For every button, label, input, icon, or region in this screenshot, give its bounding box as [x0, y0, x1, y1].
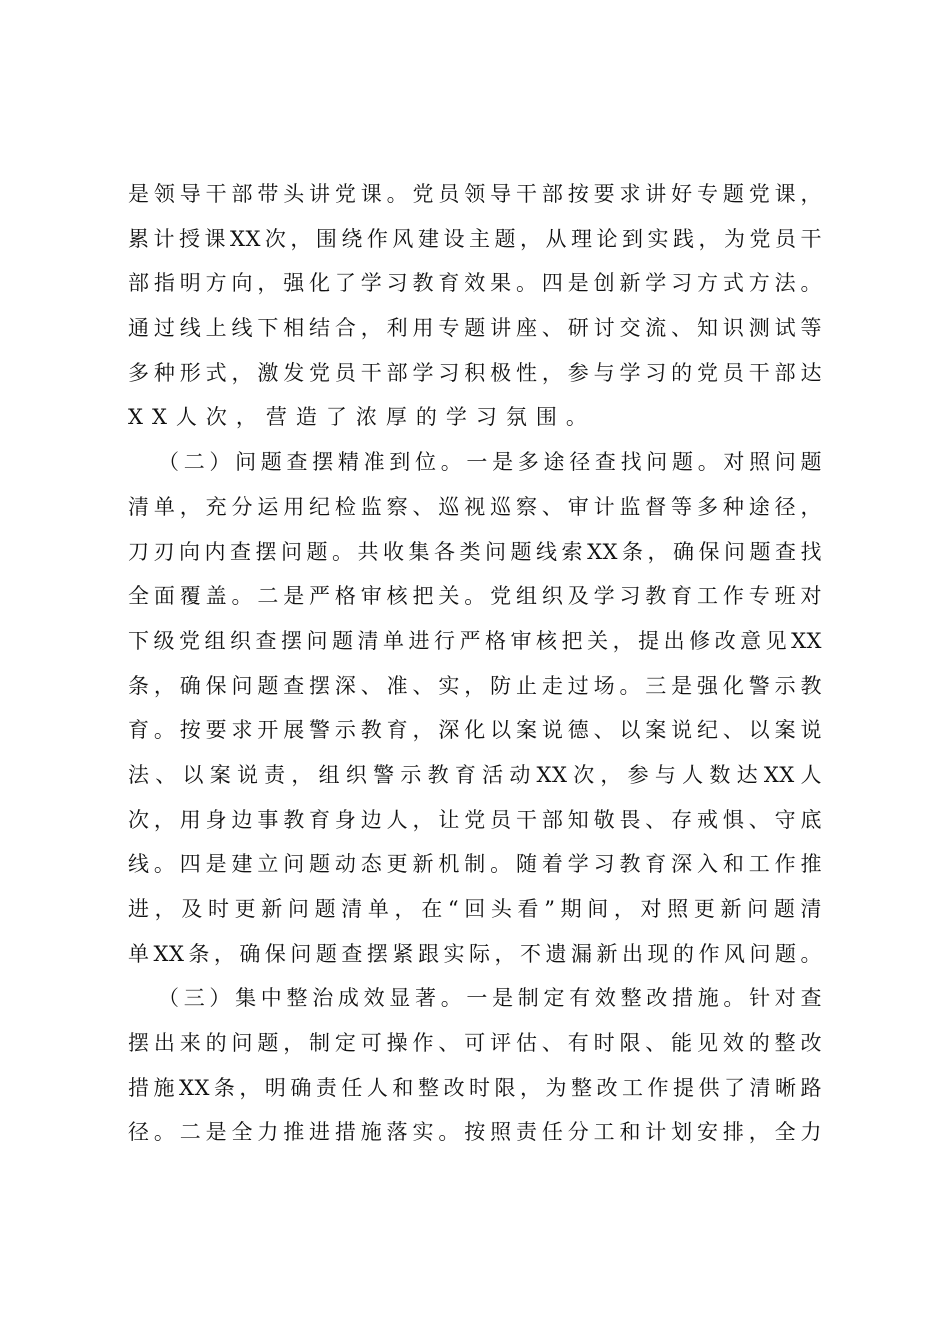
- text-line: 措施XX条，明确责任人和整改时限，为整改工作提供了清晰路: [128, 1075, 822, 1100]
- paragraph-continued: [128, 172, 822, 440]
- text-line: 次，用身边事教育身边人，让党员干部知敬畏、存戒惧、守底: [128, 807, 822, 832]
- text-line: 条，确保问题查摆深、准、实，防止走过场。三是强化警示教: [128, 673, 822, 698]
- section-heading-line: （三）集中整治成效显著。一是制定有效整改措施。针对查: [158, 986, 822, 1011]
- document-body: [128, 172, 822, 1155]
- text-line: 径。二是全力推进措施落实。按照责任分工和计划安排，全力: [128, 1120, 822, 1145]
- text-line: 部指明方向，强化了学习教育效果。四是创新学习方式方法。: [128, 271, 822, 296]
- text-line: 是领导干部带头讲党课。党员领导干部按要求讲好专题党课，: [128, 182, 822, 206]
- paragraph-section-3: [128, 976, 822, 1155]
- text-line: XX人次，营造了浓厚的学习氛围。: [128, 405, 596, 430]
- text-line: 多种形式，激发党员干部学习积极性，参与学习的党员干部达: [128, 360, 822, 385]
- text-line: 全面覆盖。二是严格审核把关。党组织及学习教育工作专班对: [128, 584, 822, 609]
- text-line: 法、以案说责，组织警示教育活动XX次，参与人数达XX人: [128, 762, 822, 787]
- text-line: 通过线上线下相结合，利用专题讲座、研讨交流、知识测试等: [128, 316, 822, 341]
- text-line: 育。按要求开展警示教育，深化以案说德、以案说纪、以案说: [128, 718, 822, 743]
- text-line: 单XX条，确保问题查摆紧跟实际，不遗漏新出现的作风问题。: [128, 941, 822, 966]
- text-line: 累计授课XX次，围绕作风建设主题，从理论到实践，为党员干: [128, 226, 822, 251]
- section-heading-line: （二）问题查摆精准到位。一是多途径查找问题。对照问题: [158, 450, 822, 475]
- text-line: 清单，充分运用纪检监察、巡视巡察、审计监督等多种途径，: [128, 494, 822, 519]
- paragraph-section-2: [128, 440, 822, 976]
- text-line: 线。四是建立问题动态更新机制。随着学习教育深入和工作推: [128, 852, 822, 877]
- text-line: 下级党组织查摆问题清单进行严格审核把关，提出修改意见XX: [128, 628, 822, 653]
- text-line: 摆出来的问题，制定可操作、可评估、有时限、能见效的整改: [128, 1031, 822, 1056]
- text-line: 进，及时更新问题清单，在“回头看”期间，对照更新问题清: [128, 897, 822, 921]
- text-line: 刀刃向内查摆问题。共收集各类问题线索XX条，确保问题查找: [128, 539, 822, 564]
